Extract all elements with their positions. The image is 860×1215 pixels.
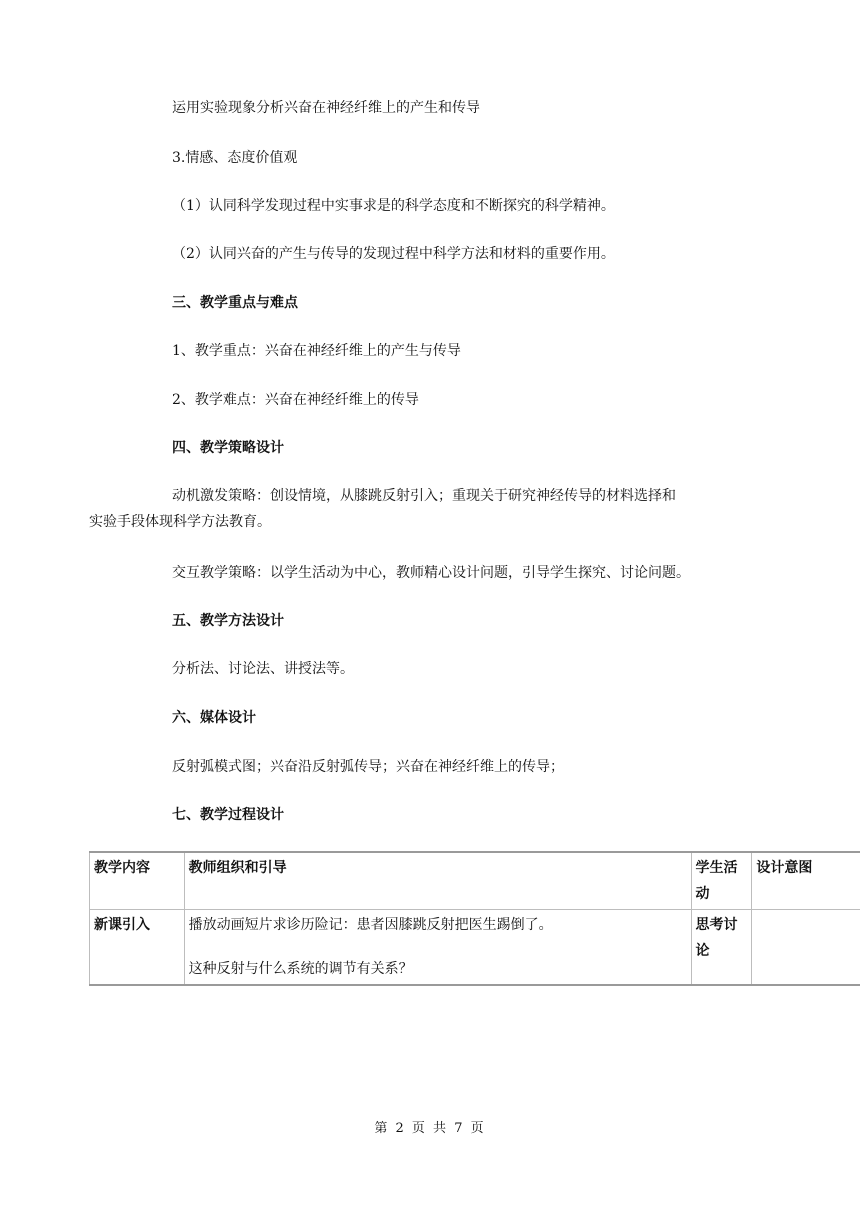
table-row <box>90 910 860 986</box>
strategy-interactive: 交互教学策略：以学生活动为中心，教师精心设计问题，引导学生探究、讨论问题。 <box>172 565 690 581</box>
strategy-motivation-line-1: 动机激发策略：创设情境，从膝跳反射引入；重现关于研究神经传导的材料选择和 <box>172 488 676 504</box>
heading-strategy: 四、教学策略设计 <box>172 440 284 456</box>
difficult-point-item: 2、教学难点：兴奋在神经纤维上的传导 <box>172 392 419 408</box>
cell-teacher <box>184 910 691 986</box>
attitude-item-2: （2）认同兴奋的产生与传导的发现过程中科学方法和材料的重要作用。 <box>172 246 615 262</box>
header-teacher: 教师组织和引导 <box>184 852 691 910</box>
teaching-process-table <box>89 851 860 986</box>
heading-process: 七、教学过程设计 <box>172 807 284 823</box>
table-header-row <box>90 852 860 910</box>
teacher-paragraph-1: 播放动画短片求诊历险记：患者因膝跳反射把医生踢倒了。 <box>188 917 553 933</box>
key-point-item: 1、教学重点：兴奋在神经纤维上的产生与传导 <box>172 343 461 359</box>
teacher-paragraph-2: 这种反射与什么系统的调节有关系？ <box>188 961 413 977</box>
strategy-motivation-line-2: 实验手段体现科学方法教育。 <box>89 514 271 530</box>
header-content: 教学内容 <box>90 852 185 910</box>
heading-media: 六、媒体设计 <box>172 710 256 726</box>
cell-content: 新课引入 <box>90 910 185 986</box>
header-intent: 设计意图 <box>752 852 860 910</box>
cell-student: 思考讨论 <box>691 910 752 986</box>
heading-key-points: 三、教学重点与难点 <box>172 295 298 311</box>
media-text: 反射弧模式图；兴奋沿反射弧传导；兴奋在神经纤维上的传导； <box>172 759 564 775</box>
section-attitude-title: 3.情感、态度价值观 <box>172 150 298 166</box>
page-footer: 第 2 页 共 7 页 <box>374 1121 486 1136</box>
methods-text: 分析法、讨论法、讲授法等。 <box>172 661 354 677</box>
heading-method: 五、教学方法设计 <box>172 613 284 629</box>
cell-intent <box>752 910 860 986</box>
attitude-item-1: （1）认同科学发现过程中实事求是的科学态度和不断探究的科学精神。 <box>172 198 615 214</box>
header-student: 学生活动 <box>691 852 752 910</box>
skill-objective-line: 运用实验现象分析兴奋在神经纤维上的产生和传导 <box>172 100 480 116</box>
